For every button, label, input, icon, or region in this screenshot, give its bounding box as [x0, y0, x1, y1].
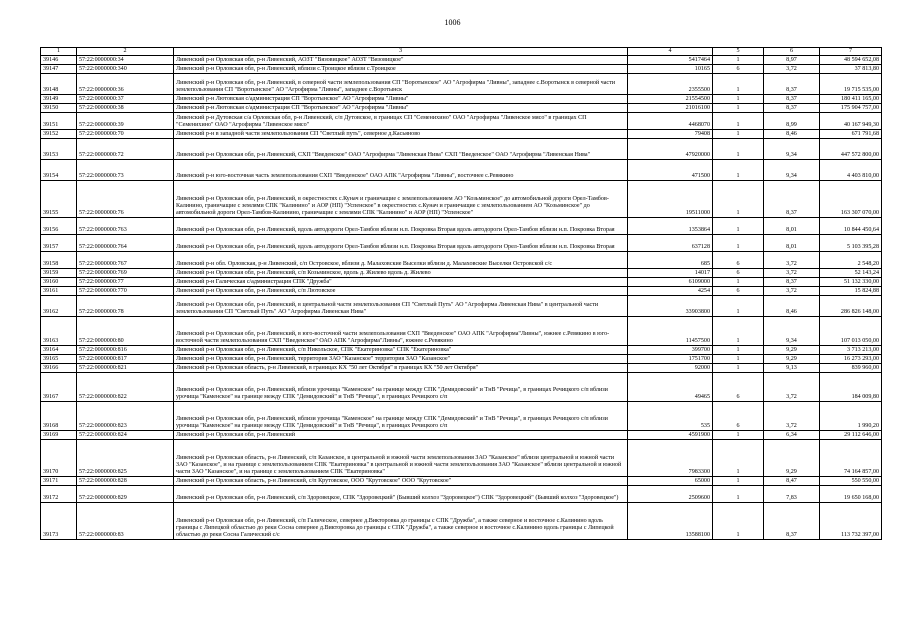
area-value: 637128	[628, 235, 713, 252]
cadastral-value: 40 167 949,30	[820, 113, 882, 130]
location-description: Ливенский р-н Галическая с/администрация СПК "Дружба"	[174, 278, 628, 287]
record-number: 39153	[41, 139, 77, 160]
table-row	[41, 317, 882, 346]
category-code: 1	[713, 278, 764, 287]
cadastral-number: 57:22:0000000:769	[77, 269, 174, 278]
location-description: Ливенский р-н Орловская область, р-н Ливенский, с/п Крутовское, ООО "Крутовское" ООО "Крутовское"	[174, 477, 628, 486]
specific-value: 9,34	[764, 160, 820, 181]
cadastral-value: 3 713 213,00	[820, 346, 882, 355]
record-number: 39171	[41, 477, 77, 486]
cadastral-number: 57:22:0000000:764	[77, 235, 174, 252]
cadastral-number: 57:22:0000000:816	[77, 346, 174, 355]
cadastral-number: 57:22:0000000:38	[77, 104, 174, 113]
specific-value: 8,37	[764, 503, 820, 540]
area-value: 10165	[628, 65, 713, 74]
cadastral-number: 57:22:0000000:340	[77, 65, 174, 74]
record-number: 39164	[41, 346, 77, 355]
specific-value: 8,47	[764, 477, 820, 486]
cadastral-number: 57:22:0000000:829	[77, 486, 174, 503]
area-value: 92000	[628, 364, 713, 373]
cadastral-number: 57:22:0000000:36	[77, 74, 174, 95]
specific-value: 6,34	[764, 431, 820, 440]
area-value: 399700	[628, 346, 713, 355]
column-number: 6	[764, 48, 820, 56]
category-code: 1	[713, 431, 764, 440]
category-code: 1	[713, 95, 764, 104]
area-value: 5417464	[628, 56, 713, 65]
area-value: 4254	[628, 287, 713, 296]
cadastral-number: 57:22:0000000:77	[77, 278, 174, 287]
cadastral-value: 2 548,20	[820, 252, 882, 269]
table-row	[41, 503, 882, 540]
category-code: 1	[713, 130, 764, 139]
category-code: 1	[713, 296, 764, 317]
category-code: 1	[713, 113, 764, 130]
specific-value: 8,97	[764, 56, 820, 65]
area-value: 7983300	[628, 440, 713, 477]
cadastral-number: 57:22:0000000:763	[77, 218, 174, 235]
location-description: Ливенский р-н Орловская обл, р-н Ливенский, в окрестностях с.Кунач и граничащие с землепользованием АО "Козьминское" до автомобильной дороги Орел-Тамбов-Калинино, граничащие с землями СПК "Калинино" и АОР (НП) "Успенское" в окрестностях с.Кунач и граничащие с землепользованием АО "Козьминское" до автомобильной дороги Орел-Тамбов-Калинино, граничащие с землями СПК "Калинино" и АОР (НП) "Успенское"	[174, 181, 628, 218]
category-code: 1	[713, 104, 764, 113]
cadastral-value: 184 009,80	[820, 373, 882, 402]
category-code: 1	[713, 486, 764, 503]
cadastral-number: 57:22:0000000:72	[77, 139, 174, 160]
specific-value: 9,29	[764, 440, 820, 477]
cadastral-value: 286 826 148,00	[820, 296, 882, 317]
location-description: Ливенский р-н Орловская обл, р-н Ливенский, с/п Козьминское, вдоль д. Жилево вдоль д. Жилево	[174, 269, 628, 278]
cadastral-number: 57:22:0000000:34	[77, 56, 174, 65]
cadastral-value: 29 112 646,00	[820, 431, 882, 440]
area-value: 1751700	[628, 355, 713, 364]
location-description: Ливенский р-н Орловская обл, р-н Ливенский, вблизи урочища "Каменское" на границе между СПК "Демидовский" и ТнВ "Речица", в границах Речицкого с/п вблизи урочища "Каменское" на границе между СПК "Демидовский" и ТнВ "Речица", в границах Речицкого с/п	[174, 373, 628, 402]
area-value: 685	[628, 252, 713, 269]
category-code: 1	[713, 503, 764, 540]
record-number: 39172	[41, 486, 77, 503]
cadastral-value: 19 650 168,00	[820, 486, 882, 503]
record-number: 39156	[41, 218, 77, 235]
cadastral-value: 447 572 800,00	[820, 139, 882, 160]
cadastral-number: 57:22:0000000:73	[77, 160, 174, 181]
category-code: 6	[713, 373, 764, 402]
table-row	[41, 440, 882, 477]
location-description: Ливенский р-н Дутовская с/а Орловская обл, р-н Ливенский, с/п Дутовское, в границах СП "Семенихино" ОАО "Агрофирма "Ливенское мясо" в границах СП "Семенихино" ОАО "Агрофирма "Ливенское мясо"	[174, 113, 628, 130]
area-value: 2509600	[628, 486, 713, 503]
cadastral-number: 57:22:0000000:39	[77, 113, 174, 130]
location-description: Ливенский р-н Орловская обл, р-н Ливенский, с/п Здоровецкое, СПК "Здоровецкий" (Бывший колхоз "Здоровецкое") СПК "Здоровецкий" (Бывший колхоз "Здоровецкое")	[174, 486, 628, 503]
category-code: 6	[713, 269, 764, 278]
cadastral-number: 57:22:0000000:83	[77, 503, 174, 540]
table-row	[41, 431, 882, 440]
cadastral-value: 107 013 050,00	[820, 317, 882, 346]
cadastral-value: 10 844 450,64	[820, 218, 882, 235]
category-code: 1	[713, 160, 764, 181]
location-description: Ливенский р-н Орловская область, р-н Ливенский, в границах КХ "50 лет Октября" в границах КХ "50 лет Октября"	[174, 364, 628, 373]
specific-value: 8,46	[764, 130, 820, 139]
table-row	[41, 95, 882, 104]
category-code: 1	[713, 181, 764, 218]
specific-value: 3,72	[764, 269, 820, 278]
table-row	[41, 486, 882, 503]
cadastral-value: 180 411 165,00	[820, 95, 882, 104]
cadastral-value: 550 550,00	[820, 477, 882, 486]
cadastral-number: 57:22:0000000:822	[77, 373, 174, 402]
specific-value: 9,29	[764, 346, 820, 355]
location-description: Ливенский р-н Орловская обл, р-н Ливенский, АОЗТ "Вязовицкое" АОЗТ "Вязовицкое"	[174, 56, 628, 65]
category-code: 1	[713, 317, 764, 346]
table-row	[41, 346, 882, 355]
table-row	[41, 364, 882, 373]
record-number: 39152	[41, 130, 77, 139]
specific-value: 8,99	[764, 113, 820, 130]
location-description: Ливенский р-н Орловская обл, р-н Ливенский, вдоль автодороги Орел-Тамбов вблизи н.п. Покровка Вторая вдоль автодороги Орел-Тамбов вблизи н.п. Покровка Вторая	[174, 235, 628, 252]
specific-value: 3,72	[764, 373, 820, 402]
location-description: Ливенский р-н Орловская обл, р-н Ливенский, территория ЗАО "Казанское" территория ЗАО "Казанское"	[174, 355, 628, 364]
column-number: 1	[41, 48, 77, 56]
record-number: 39146	[41, 56, 77, 65]
table-row	[41, 181, 882, 218]
cadastral-value: 19 715 535,00	[820, 74, 882, 95]
area-value: 49465	[628, 373, 713, 402]
specific-value: 9,29	[764, 355, 820, 364]
record-number: 39158	[41, 252, 77, 269]
location-description: Ливенский р-н в западной части землепользования СП "Светлый путь", северное д.Касьяново	[174, 130, 628, 139]
category-code: 1	[713, 477, 764, 486]
area-value: 11457500	[628, 317, 713, 346]
area-value: 535	[628, 402, 713, 431]
record-number: 39169	[41, 431, 77, 440]
category-code: 1	[713, 139, 764, 160]
cadastral-value: 16 273 293,00	[820, 355, 882, 364]
category-code: 1	[713, 56, 764, 65]
table-row	[41, 104, 882, 113]
area-value: 4468070	[628, 113, 713, 130]
cadastral-value: 839 960,00	[820, 364, 882, 373]
specific-value: 3,72	[764, 252, 820, 269]
record-number: 39147	[41, 65, 77, 74]
cadastral-value: 51 132 330,00	[820, 278, 882, 287]
category-code: 6	[713, 252, 764, 269]
column-number: 7	[820, 48, 882, 56]
table-row	[41, 56, 882, 65]
land-register-table	[40, 47, 882, 540]
area-value: 6109000	[628, 278, 713, 287]
area-value: 19511000	[628, 181, 713, 218]
cadastral-value: 74 164 857,00	[820, 440, 882, 477]
table-row	[41, 139, 882, 160]
record-number: 39168	[41, 402, 77, 431]
record-number: 39148	[41, 74, 77, 95]
category-code: 1	[713, 440, 764, 477]
area-value: 33903800	[628, 296, 713, 317]
record-number: 39161	[41, 287, 77, 296]
cadastral-value: 15 824,88	[820, 287, 882, 296]
location-description: Ливенский р-н Орловская обл, р-н Ливенский, в центральной части землепользования СП "Светлый Путь" АО "Агрофирма Ливенская Нива" в центральной части землепользования СП "Светлый Путь" АО "Агрофирма Ливенская Нива"	[174, 296, 628, 317]
location-description: Ливенский р-н юго-восточная часть землепользования СХП "Введенское" ОАО АПК "Агрофирма "Ливны", восточнее с.Ревякино	[174, 160, 628, 181]
specific-value: 8,01	[764, 218, 820, 235]
record-number: 39167	[41, 373, 77, 402]
location-description: Ливенский р-н Орловская обл, р-н Ливенский, в юго-восточной части землепользования СХП "Введенское" ОАО АПК "Агрофирма"Ливны", южнее с.Ревякино в юго-восточной части землепользования СХП "Введенское" ОАО АПК "Агрофирма"Ливны", южнее с.Ревякино	[174, 317, 628, 346]
category-code: 1	[713, 346, 764, 355]
specific-value: 8,37	[764, 104, 820, 113]
category-code: 6	[713, 65, 764, 74]
specific-value: 9,13	[764, 364, 820, 373]
specific-value: 8,37	[764, 74, 820, 95]
location-description: Ливенский р-н Орловская обл, р-н Ливенский, СХП "Введенское" ОАО "Агрофирма "Ливенская Нива" СХП "Введенское" ОАО "Агрофирма "Ливенская Нива"	[174, 139, 628, 160]
location-description: Ливенский р-н Орловская обл, р-н Ливенский, с/п Лютовское	[174, 287, 628, 296]
record-number: 39150	[41, 104, 77, 113]
record-number: 39165	[41, 355, 77, 364]
area-value: 471500	[628, 160, 713, 181]
record-number: 39166	[41, 364, 77, 373]
cadastral-value: 113 732 397,00	[820, 503, 882, 540]
cadastral-number: 57:22:0000000:70	[77, 130, 174, 139]
record-number: 39149	[41, 95, 77, 104]
location-description: Ливенский р-н обл. Орловская, р-н Ливенский, с/п Островское, вблизи д. Малаховские Выселки вблизи д. Малаховские Выселки Островской с/с	[174, 252, 628, 269]
location-description: Ливенский р-н Орловская обл, р-н Ливенский, вблизи урочища "Каменское" на границе между СПК "Демидовский" и ТнВ "Речица", в границах Речицкого с/п вблизи урочища "Каменское" на границе между СПК "Демидовский" и ТнВ "Речица", в границах Речицкого с/п	[174, 402, 628, 431]
location-description: Ливенский р-н Лютовская с/администрация СП "Воротынское" АО "Агрофирма "Ливны"	[174, 104, 628, 113]
category-code: 1	[713, 74, 764, 95]
specific-value: 8,37	[764, 95, 820, 104]
record-number: 39173	[41, 503, 77, 540]
record-number: 39170	[41, 440, 77, 477]
specific-value: 3,72	[764, 402, 820, 431]
cadastral-number: 57:22:0000000:828	[77, 477, 174, 486]
table-row	[41, 269, 882, 278]
cadastral-value: 37 813,80	[820, 65, 882, 74]
table-row	[41, 160, 882, 181]
location-description: Ливенский р-н Орловская обл, р-н Ливенский, вблизи с.Троицкое вблизи с.Троицкое	[174, 65, 628, 74]
area-value: 65000	[628, 477, 713, 486]
location-description: Ливенский р-н Орловская обл, р-н Ливенский, вдоль автодороги Орел-Тамбов вблизи н.п. Покровка Вторая вдоль автодороги Орел-Тамбов вблизи н.п. Покровка Вторая	[174, 218, 628, 235]
record-number: 39163	[41, 317, 77, 346]
column-number: 5	[713, 48, 764, 56]
record-number: 39157	[41, 235, 77, 252]
column-number-row	[41, 48, 882, 56]
specific-value: 3,72	[764, 65, 820, 74]
table-row	[41, 74, 882, 95]
table-row	[41, 130, 882, 139]
specific-value: 8,37	[764, 278, 820, 287]
area-value: 14017	[628, 269, 713, 278]
cadastral-number: 57:22:0000000:824	[77, 431, 174, 440]
table-row	[41, 252, 882, 269]
column-number: 3	[174, 48, 628, 56]
record-number: 39159	[41, 269, 77, 278]
cadastral-value: 52 143,24	[820, 269, 882, 278]
cadastral-value: 163 307 070,00	[820, 181, 882, 218]
record-number: 39162	[41, 296, 77, 317]
cadastral-number: 57:22:0000000:823	[77, 402, 174, 431]
area-value: 2355500	[628, 74, 713, 95]
location-description: Ливенский р-н Орловская обл, р-н Ливенский, с/п Никольское, СПК "Екатериновка" СПК "Екатериновка"	[174, 346, 628, 355]
specific-value: 8,37	[764, 181, 820, 218]
table-row	[41, 113, 882, 130]
location-description: Ливенский р-н Орловская обл, р-н Ливенский	[174, 431, 628, 440]
table-row	[41, 355, 882, 364]
category-code: 1	[713, 218, 764, 235]
cadastral-value: 1 990,20	[820, 402, 882, 431]
cadastral-number: 57:22:0000000:80	[77, 317, 174, 346]
table-row	[41, 477, 882, 486]
cadastral-value: 671 791,68	[820, 130, 882, 139]
cadastral-number: 57:22:0000000:37	[77, 95, 174, 104]
cadastral-number: 57:22:0000000:821	[77, 364, 174, 373]
record-number: 39151	[41, 113, 77, 130]
specific-value: 9,34	[764, 317, 820, 346]
location-description: Ливенский р-н Лютовская с/администрация СП "Воротынское" АО "Агрофирма "Ливны"	[174, 95, 628, 104]
area-value: 21554500	[628, 95, 713, 104]
location-description: Ливенский р-н Орловская обл, р-н Ливенский, с/п Галическое, севернее д.Викторовка до границы с СПК "Дружба", а также северное и восточное с.Калинино вдоль границы с Липецкой областью до реки Сосна севернее д.Викторовка до границы с СПК "Дружба", а также северное и восточное с.Калинино вдоль границы с Липецкой областью до реки Сосна Галический с/с	[174, 503, 628, 540]
specific-value: 3,72	[764, 287, 820, 296]
record-number: 39155	[41, 181, 77, 218]
cadastral-number: 57:22:0000000:770	[77, 287, 174, 296]
column-number: 2	[77, 48, 174, 56]
area-value: 79408	[628, 130, 713, 139]
column-number: 4	[628, 48, 713, 56]
category-code: 1	[713, 364, 764, 373]
area-value: 21016100	[628, 104, 713, 113]
cadastral-number: 57:22:0000000:78	[77, 296, 174, 317]
table-row	[41, 65, 882, 74]
location-description: Ливенский р-н Орловская область, р-н Ливенский, с/п Казанское, в центральной и южной части землепользования ЗАО "Казанское" вблизи центральной и южной части ЗАО "Казанское", и на границе с землепользованием СПК "Екатериновка" в центральной и южной части землепользования ЗАО "Казанское" вблизи центральной и южной части ЗАО "Казанское", и на границе с землепользованием СПК "Екатериновка"	[174, 440, 628, 477]
specific-value: 9,34	[764, 139, 820, 160]
area-value: 4591900	[628, 431, 713, 440]
cadastral-number: 57:22:0000000:817	[77, 355, 174, 364]
category-code: 6	[713, 402, 764, 431]
record-number: 39154	[41, 160, 77, 181]
cadastral-value: 4 403 810,00	[820, 160, 882, 181]
table-row	[41, 287, 882, 296]
cadastral-number: 57:22:0000000:767	[77, 252, 174, 269]
specific-value: 8,46	[764, 296, 820, 317]
table-row	[41, 218, 882, 235]
area-value: 47920000	[628, 139, 713, 160]
cadastral-number: 57:22:0000000:825	[77, 440, 174, 477]
table-row	[41, 373, 882, 402]
category-code: 1	[713, 235, 764, 252]
specific-value: 8,01	[764, 235, 820, 252]
cadastral-number: 57:22:0000000:76	[77, 181, 174, 218]
table-row	[41, 235, 882, 252]
category-code: 6	[713, 287, 764, 296]
page-number: 1006	[444, 18, 461, 27]
area-value: 13588100	[628, 503, 713, 540]
specific-value: 7,83	[764, 486, 820, 503]
location-description: Ливенский р-н Орловская обл, р-н Ливенский, в северной части землепользования СП "Воротынское" АО "Агрофирма "Ливны", западнее с.Воротынск в северной части землепользования СП "Воротынское" АО "Агрофирма "Ливны", западнее с.Воротынск	[174, 74, 628, 95]
record-number: 39160	[41, 278, 77, 287]
category-code: 1	[713, 355, 764, 364]
table-row	[41, 296, 882, 317]
cadastral-value: 175 904 757,00	[820, 104, 882, 113]
area-value: 1353864	[628, 218, 713, 235]
cadastral-value: 48 594 652,08	[820, 56, 882, 65]
cadastral-value: 5 103 395,28	[820, 235, 882, 252]
table-row	[41, 278, 882, 287]
table-row	[41, 402, 882, 431]
